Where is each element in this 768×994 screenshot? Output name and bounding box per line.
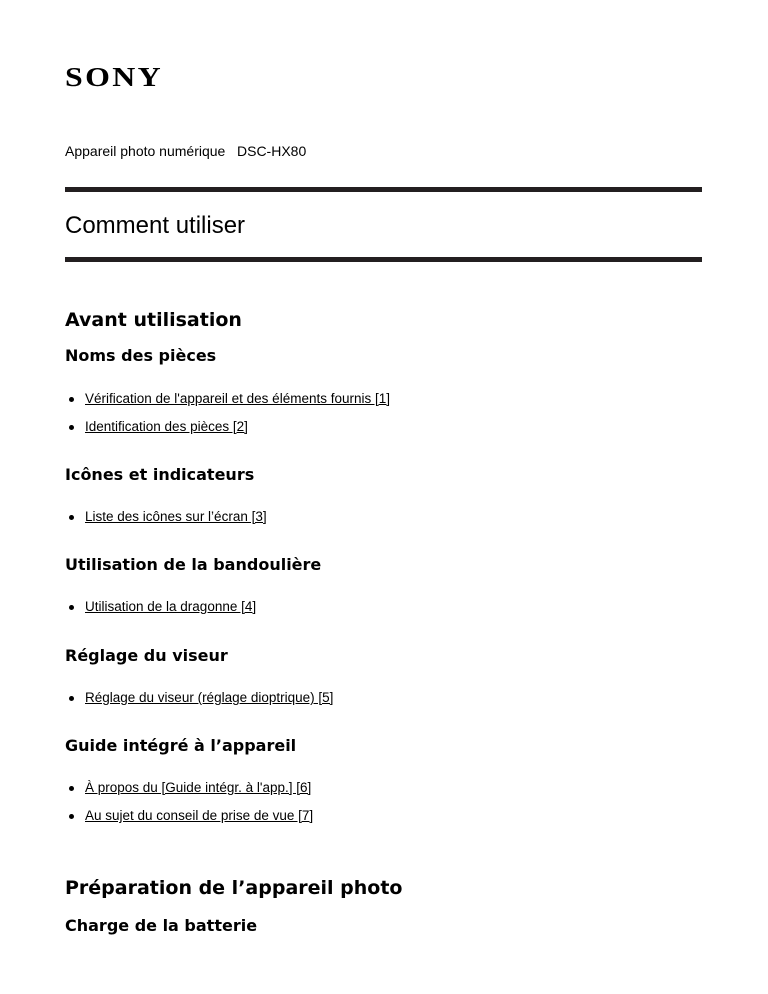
bullet-icon bbox=[69, 786, 74, 791]
bullet-icon bbox=[69, 696, 74, 701]
sony-logo: SONY bbox=[65, 62, 163, 92]
subsection-heading-noms-des-pieces: Noms des pièces bbox=[65, 346, 217, 365]
section-heading-avant-utilisation: Avant utilisation bbox=[65, 309, 242, 331]
toc-link-conseil-prise-de-vue[interactable]: Au sujet du conseil de prise de vue [7] bbox=[85, 808, 314, 823]
product-name: Appareil photo numérique DSC-HX80 bbox=[65, 143, 307, 159]
toc-link-identification-pieces[interactable]: Identification des pièces [2] bbox=[85, 419, 248, 434]
toc-link-verification-appareil[interactable]: Vérification de l'appareil et des éléments fournis [1] bbox=[85, 391, 390, 406]
title-bottom-divider bbox=[65, 257, 702, 262]
title-top-divider bbox=[65, 187, 702, 192]
subsection-heading-reglage-viseur: Réglage du viseur bbox=[65, 646, 228, 665]
toc-link-reglage-dioptrique[interactable]: Réglage du viseur (réglage dioptrique) [5] bbox=[85, 690, 334, 705]
section-heading-preparation-appareil: Préparation de l’appareil photo bbox=[65, 877, 403, 899]
toc-link-guide-integr[interactable]: À propos du [Guide intégr. à l'app.] [6] bbox=[85, 780, 312, 795]
bullet-icon bbox=[69, 515, 74, 520]
bullet-icon bbox=[69, 814, 74, 819]
page-title: Comment utiliser bbox=[65, 212, 246, 239]
bullet-icon bbox=[69, 605, 74, 610]
toc-link-dragonne[interactable]: Utilisation de la dragonne [4] bbox=[85, 599, 257, 614]
subsection-heading-bandouliere: Utilisation de la bandoulière bbox=[65, 555, 322, 574]
bullet-icon bbox=[69, 397, 74, 402]
subsection-heading-guide-integre: Guide intégré à l’appareil bbox=[65, 736, 297, 755]
subsection-heading-icones-indicateurs: Icônes et indicateurs bbox=[65, 465, 255, 484]
toc-link-liste-icones[interactable]: Liste des icônes sur l’écran [3] bbox=[85, 509, 267, 524]
bullet-icon bbox=[69, 425, 74, 430]
subsection-heading-charge-batterie: Charge de la batterie bbox=[65, 916, 258, 935]
